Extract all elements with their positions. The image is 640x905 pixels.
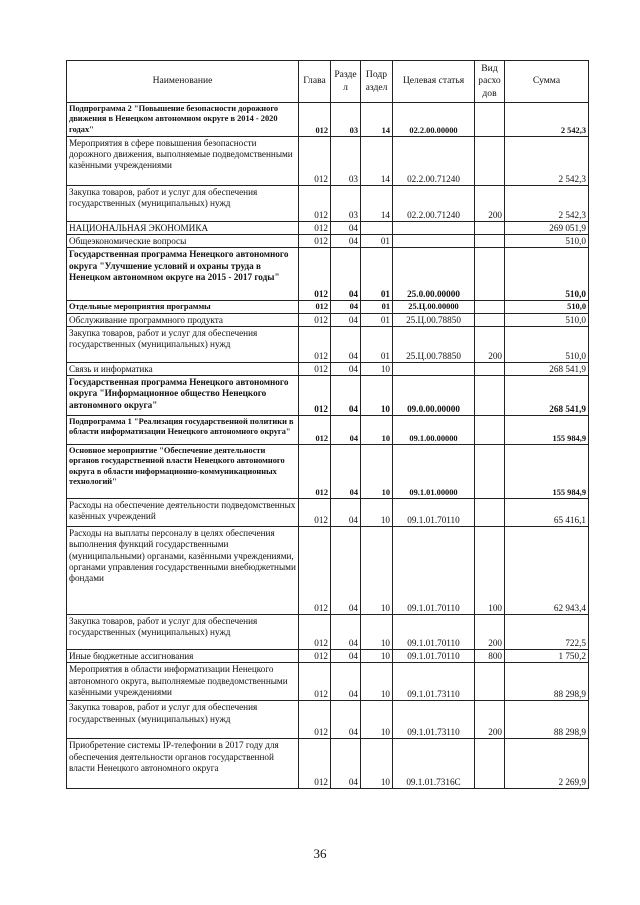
cell-sum: 65 416,1 bbox=[505, 499, 589, 527]
table-row bbox=[67, 445, 589, 499]
cell-razdel: 04 bbox=[331, 527, 361, 615]
cell-glava: 012 bbox=[299, 376, 331, 416]
cell-name: Основное мероприятие "Обеспечение деятельности органов государственной власти Ненецкого автономного округа в области информационно-коммуникационных технологий" bbox=[67, 445, 299, 499]
cell-glava: 012 bbox=[299, 445, 331, 499]
cell-glava: 012 bbox=[299, 222, 331, 235]
cell-razdel: 04 bbox=[331, 499, 361, 527]
cell-podrazdel: 01 bbox=[361, 313, 393, 326]
cell-sum: 88 298,9 bbox=[505, 663, 589, 701]
cell-glava: 012 bbox=[299, 362, 331, 375]
cell-podrazdel: 10 bbox=[361, 663, 393, 701]
table-row bbox=[67, 362, 589, 375]
cell-sum: 88 298,9 bbox=[505, 701, 589, 739]
cell-target: 02.2.00.71240 bbox=[393, 186, 475, 222]
cell-name: Общеэкономические вопросы bbox=[67, 235, 299, 248]
cell-vid bbox=[475, 103, 505, 137]
table-row bbox=[67, 301, 589, 313]
cell-name: Расходы на выплаты персоналу в целях обеспечения выполнения функций государственными (муниципальными) органами, казёнными учреждениями, органами управления государственными внебюджетными фондами bbox=[67, 527, 299, 615]
cell-glava: 012 bbox=[299, 103, 331, 137]
cell-podrazdel: 10 bbox=[361, 527, 393, 615]
cell-name: Закупка товаров, работ и услуг для обеспечения государственных (муниципальных) нужд bbox=[67, 615, 299, 650]
col-header-target: Целевая статья bbox=[393, 61, 475, 103]
table-row bbox=[67, 137, 589, 186]
cell-vid bbox=[475, 376, 505, 416]
cell-name: Подпрограмма 2 "Повышение безопасности дорожного движения в Ненецком автономном округе в 2014 - 2020 годах" bbox=[67, 103, 299, 137]
cell-target: 09.1.01.73110 bbox=[393, 663, 475, 701]
cell-target: 25.Ц.00.78850 bbox=[393, 326, 475, 362]
cell-podrazdel: 10 bbox=[361, 615, 393, 650]
cell-glava: 012 bbox=[299, 313, 331, 326]
col-header-razdel: Разде л bbox=[331, 61, 361, 103]
table-row bbox=[67, 416, 589, 445]
cell-name: Связь и информатика bbox=[67, 362, 299, 375]
cell-vid: 200 bbox=[475, 186, 505, 222]
cell-sum: 2 542,3 bbox=[505, 186, 589, 222]
cell-name: Закупка товаров, работ и услуг для обеспечения государственных (муниципальных) нужд bbox=[67, 186, 299, 222]
cell-razdel: 04 bbox=[331, 235, 361, 248]
cell-razdel: 04 bbox=[331, 362, 361, 375]
cell-podrazdel: 01 bbox=[361, 301, 393, 313]
cell-razdel: 04 bbox=[331, 416, 361, 445]
cell-razdel: 03 bbox=[331, 186, 361, 222]
cell-name: Иные бюджетные ассигнования bbox=[67, 650, 299, 663]
cell-vid bbox=[475, 499, 505, 527]
table-row bbox=[67, 222, 589, 235]
table-row bbox=[67, 376, 589, 416]
cell-target bbox=[393, 362, 475, 375]
cell-glava: 012 bbox=[299, 663, 331, 701]
cell-target: 02.2.00.00000 bbox=[393, 103, 475, 137]
cell-sum: 510,0 bbox=[505, 326, 589, 362]
cell-podrazdel: 10 bbox=[361, 376, 393, 416]
cell-vid bbox=[475, 445, 505, 499]
col-header-glava: Глава bbox=[299, 61, 331, 103]
cell-sum: 722,5 bbox=[505, 615, 589, 650]
cell-sum: 1 750,2 bbox=[505, 650, 589, 663]
cell-razdel: 03 bbox=[331, 103, 361, 137]
cell-vid: 200 bbox=[475, 615, 505, 650]
cell-vid bbox=[475, 301, 505, 313]
table-row bbox=[67, 701, 589, 739]
cell-vid bbox=[475, 362, 505, 375]
cell-vid bbox=[475, 416, 505, 445]
col-header-sum: Сумма bbox=[505, 61, 589, 103]
cell-sum: 268 541,9 bbox=[505, 362, 589, 375]
table-row bbox=[67, 650, 589, 663]
cell-podrazdel bbox=[361, 222, 393, 235]
cell-name: Подпрограмма 1 "Реализация государственной политики в области информатизации Ненецкого автономного округа" bbox=[67, 416, 299, 445]
cell-glava: 012 bbox=[299, 301, 331, 313]
table-row bbox=[67, 248, 589, 301]
cell-name: НАЦИОНАЛЬНАЯ ЭКОНОМИКА bbox=[67, 222, 299, 235]
cell-podrazdel: 10 bbox=[361, 701, 393, 739]
cell-name: Обслуживание программного продукта bbox=[67, 313, 299, 326]
table-row bbox=[67, 499, 589, 527]
col-header-podrazdel: Подр аздел bbox=[361, 61, 393, 103]
cell-target: 09.1.01.7316С bbox=[393, 739, 475, 789]
cell-razdel: 04 bbox=[331, 313, 361, 326]
table-row bbox=[67, 615, 589, 650]
cell-sum: 155 984,9 bbox=[505, 445, 589, 499]
cell-vid bbox=[475, 313, 505, 326]
cell-podrazdel: 14 bbox=[361, 103, 393, 137]
cell-vid bbox=[475, 235, 505, 248]
table-row bbox=[67, 527, 589, 615]
cell-razdel: 04 bbox=[331, 739, 361, 789]
cell-sum: 62 943,4 bbox=[505, 527, 589, 615]
cell-razdel: 03 bbox=[331, 137, 361, 186]
cell-glava: 012 bbox=[299, 186, 331, 222]
cell-glava: 012 bbox=[299, 527, 331, 615]
cell-podrazdel: 10 bbox=[361, 650, 393, 663]
cell-sum: 2 269,9 bbox=[505, 739, 589, 789]
budget-table bbox=[66, 60, 589, 789]
cell-vid: 100 bbox=[475, 527, 505, 615]
cell-name: Закупка товаров, работ и услуг для обеспечения государственных (муниципальных) нужд bbox=[67, 701, 299, 739]
cell-podrazdel: 10 bbox=[361, 445, 393, 499]
cell-podrazdel: 10 bbox=[361, 499, 393, 527]
cell-glava: 012 bbox=[299, 701, 331, 739]
cell-name: Отдельные мероприятия программы bbox=[67, 301, 299, 313]
cell-razdel: 04 bbox=[331, 615, 361, 650]
cell-razdel: 04 bbox=[331, 248, 361, 301]
cell-name: Расходы на обеспечение деятельности подведомственных казённых учреждений bbox=[67, 499, 299, 527]
cell-name: Мероприятия в сфере повышения безопасности дорожного движения, выполняемые подведомственными казёнными учреждениями bbox=[67, 137, 299, 186]
cell-razdel: 04 bbox=[331, 222, 361, 235]
cell-razdel: 04 bbox=[331, 301, 361, 313]
cell-sum: 510,0 bbox=[505, 248, 589, 301]
table-row bbox=[67, 235, 589, 248]
cell-vid bbox=[475, 222, 505, 235]
table-row bbox=[67, 186, 589, 222]
cell-vid bbox=[475, 248, 505, 301]
cell-target: 09.1.00.00000 bbox=[393, 416, 475, 445]
cell-glava: 012 bbox=[299, 650, 331, 663]
cell-sum: 268 541,9 bbox=[505, 376, 589, 416]
cell-podrazdel: 14 bbox=[361, 186, 393, 222]
col-header-name: Наименование bbox=[67, 61, 299, 103]
cell-podrazdel: 14 bbox=[361, 137, 393, 186]
cell-glava: 012 bbox=[299, 499, 331, 527]
cell-target bbox=[393, 235, 475, 248]
cell-podrazdel: 10 bbox=[361, 362, 393, 375]
cell-podrazdel: 10 bbox=[361, 416, 393, 445]
cell-sum: 269 051,9 bbox=[505, 222, 589, 235]
cell-glava: 012 bbox=[299, 416, 331, 445]
cell-podrazdel: 01 bbox=[361, 326, 393, 362]
cell-vid: 800 bbox=[475, 650, 505, 663]
cell-name: Мероприятия в области информатизации Ненецкого автономного округа, выполняемые подведомственными казёнными учреждениями bbox=[67, 663, 299, 701]
cell-sum: 2 542,3 bbox=[505, 137, 589, 186]
table-row bbox=[67, 663, 589, 701]
cell-target: 09.1.01.70110 bbox=[393, 527, 475, 615]
cell-vid: 200 bbox=[475, 701, 505, 739]
cell-target: 25.0.00.00000 bbox=[393, 248, 475, 301]
cell-target: 02.2.00.71240 bbox=[393, 137, 475, 186]
cell-vid bbox=[475, 137, 505, 186]
cell-razdel: 04 bbox=[331, 376, 361, 416]
table-body bbox=[67, 103, 589, 789]
cell-target: 25.Ц.00.00000 bbox=[393, 301, 475, 313]
cell-glava: 012 bbox=[299, 248, 331, 301]
cell-name: Приобретение системы IP-телефонии в 2017 году для обеспечения деятельности органов государственной власти Ненецкого автономного округа bbox=[67, 739, 299, 789]
cell-glava: 012 bbox=[299, 739, 331, 789]
cell-sum: 510,0 bbox=[505, 235, 589, 248]
cell-vid bbox=[475, 739, 505, 789]
cell-sum: 2 542,3 bbox=[505, 103, 589, 137]
cell-podrazdel: 01 bbox=[361, 248, 393, 301]
cell-name: Закупка товаров, работ и услуг для обеспечения государственных (муниципальных) нужд bbox=[67, 326, 299, 362]
cell-razdel: 04 bbox=[331, 326, 361, 362]
cell-target: 25.Ц.00.78850 bbox=[393, 313, 475, 326]
table-row bbox=[67, 103, 589, 137]
cell-target: 09.1.01.70110 bbox=[393, 650, 475, 663]
cell-razdel: 04 bbox=[331, 650, 361, 663]
table-header-row bbox=[67, 61, 589, 103]
cell-glava: 012 bbox=[299, 326, 331, 362]
table-row bbox=[67, 313, 589, 326]
cell-razdel: 04 bbox=[331, 663, 361, 701]
cell-target: 09.1.01.73110 bbox=[393, 701, 475, 739]
cell-target: 09.1.01.70110 bbox=[393, 499, 475, 527]
cell-target bbox=[393, 222, 475, 235]
cell-podrazdel: 01 bbox=[361, 235, 393, 248]
table-row bbox=[67, 739, 589, 789]
cell-sum: 155 984,9 bbox=[505, 416, 589, 445]
cell-target: 09.0.00.00000 bbox=[393, 376, 475, 416]
cell-name: Государственная программа Ненецкого автономного округа "Информационное общество Ненецкого автономного округа" bbox=[67, 376, 299, 416]
cell-glava: 012 bbox=[299, 615, 331, 650]
cell-sum: 510,0 bbox=[505, 301, 589, 313]
cell-glava: 012 bbox=[299, 137, 331, 186]
cell-sum: 510,0 bbox=[505, 313, 589, 326]
cell-vid bbox=[475, 663, 505, 701]
cell-target: 09.1.01.00000 bbox=[393, 445, 475, 499]
table-row bbox=[67, 326, 589, 362]
cell-razdel: 04 bbox=[331, 701, 361, 739]
col-header-vid: Вид расхо дов bbox=[475, 61, 505, 103]
cell-podrazdel: 10 bbox=[361, 739, 393, 789]
cell-razdel: 04 bbox=[331, 445, 361, 499]
cell-glava: 012 bbox=[299, 235, 331, 248]
cell-name: Государственная программа Ненецкого автономного округа "Улучшение условий и охраны труда в Ненецком автономном округе на 2015 - 2017 годы" bbox=[67, 248, 299, 301]
page-number: 36 bbox=[313, 846, 327, 861]
cell-target: 09.1.01.70110 bbox=[393, 615, 475, 650]
cell-vid: 200 bbox=[475, 326, 505, 362]
